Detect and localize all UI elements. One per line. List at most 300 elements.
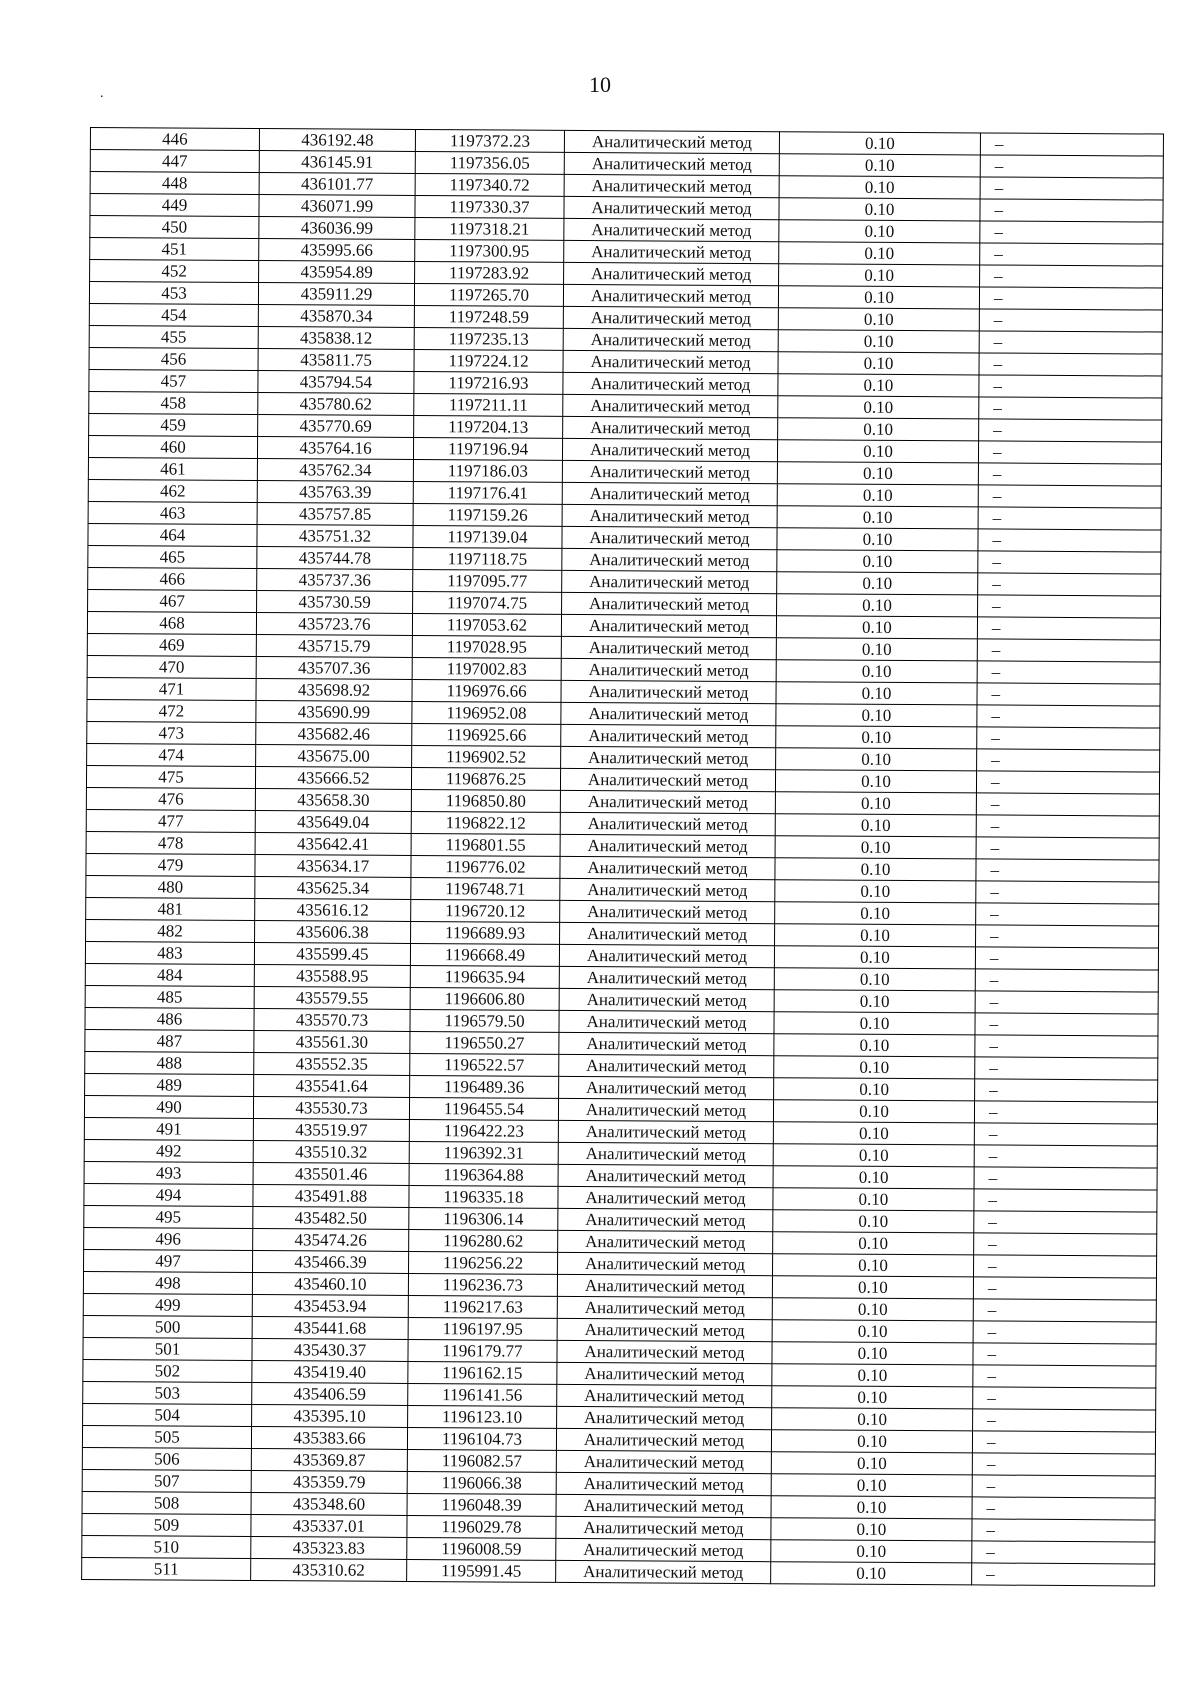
y-coordinate-cell: 1197028.95 xyxy=(412,635,561,658)
point-number-cell: 508 xyxy=(82,1491,251,1514)
description-cell: – xyxy=(976,837,1159,860)
point-number-cell: 465 xyxy=(88,545,257,568)
description-cell: – xyxy=(977,683,1160,706)
description-cell: – xyxy=(977,617,1160,640)
y-coordinate-cell: 1196082.57 xyxy=(407,1449,556,1472)
description-cell: – xyxy=(972,1431,1155,1454)
point-number-cell: 507 xyxy=(82,1469,251,1492)
accuracy-cell: 0.10 xyxy=(776,616,977,639)
accuracy-cell: 0.10 xyxy=(772,1276,973,1299)
point-number-cell: 497 xyxy=(84,1249,253,1272)
x-coordinate-cell: 435441.68 xyxy=(252,1317,408,1340)
accuracy-cell: 0.10 xyxy=(777,594,978,617)
x-coordinate-cell: 435383.66 xyxy=(251,1427,407,1450)
point-number-cell: 486 xyxy=(85,1007,254,1030)
y-coordinate-cell: 1196668.49 xyxy=(410,943,559,966)
y-coordinate-cell: 1197283.92 xyxy=(415,261,564,284)
x-coordinate-cell: 435337.01 xyxy=(251,1515,407,1538)
point-number-cell: 455 xyxy=(89,325,258,348)
y-coordinate-cell: 1197186.03 xyxy=(413,459,562,482)
y-coordinate-cell: 1196876.25 xyxy=(411,767,560,790)
accuracy-cell: 0.10 xyxy=(772,1298,973,1321)
y-coordinate-cell: 1196335.18 xyxy=(409,1185,558,1208)
point-number-cell: 467 xyxy=(88,589,257,612)
description-cell: – xyxy=(978,551,1161,574)
point-number-cell: 492 xyxy=(84,1139,253,1162)
x-coordinate-cell: 435616.12 xyxy=(255,899,411,922)
description-cell: – xyxy=(979,287,1162,310)
method-cell: Аналитический метод xyxy=(558,1098,773,1121)
point-number-cell: 454 xyxy=(89,303,258,326)
method-cell: Аналитический метод xyxy=(560,790,775,813)
x-coordinate-cell: 435588.95 xyxy=(254,965,410,988)
y-coordinate-cell: 1197074.75 xyxy=(413,591,562,614)
method-cell: Аналитический метод xyxy=(559,1010,774,1033)
description-cell: – xyxy=(977,639,1160,662)
x-coordinate-cell: 436101.77 xyxy=(259,173,415,196)
y-coordinate-cell: 1196776.02 xyxy=(411,855,560,878)
method-cell: Аналитический метод xyxy=(558,1142,773,1165)
accuracy-cell: 0.10 xyxy=(776,704,977,727)
description-cell: – xyxy=(978,573,1161,596)
description-cell: – xyxy=(978,529,1161,552)
accuracy-cell: 0.10 xyxy=(779,198,980,221)
x-coordinate-cell: 435730.59 xyxy=(257,591,413,614)
point-number-cell: 505 xyxy=(82,1425,251,1448)
method-cell: Аналитический метод xyxy=(563,394,778,417)
y-coordinate-cell: 1197318.21 xyxy=(415,217,564,240)
y-coordinate-cell: 1196104.73 xyxy=(407,1427,556,1450)
point-number-cell: 500 xyxy=(83,1315,252,1338)
accuracy-cell: 0.10 xyxy=(773,1232,974,1255)
x-coordinate-cell: 435763.39 xyxy=(257,481,413,504)
method-cell: Аналитический метод xyxy=(562,526,777,549)
x-coordinate-cell: 435453.94 xyxy=(252,1295,408,1318)
accuracy-cell: 0.10 xyxy=(775,792,976,815)
x-coordinate-cell: 435519.97 xyxy=(253,1119,409,1142)
x-coordinate-cell: 435954.89 xyxy=(259,261,415,284)
accuracy-cell: 0.10 xyxy=(771,1452,972,1475)
accuracy-cell: 0.10 xyxy=(779,154,980,177)
accuracy-cell: 0.10 xyxy=(777,550,978,573)
x-coordinate-cell: 435359.79 xyxy=(251,1471,407,1494)
y-coordinate-cell: 1196579.50 xyxy=(410,1009,559,1032)
method-cell: Аналитический метод xyxy=(564,152,779,175)
point-number-cell: 457 xyxy=(89,369,258,392)
method-cell: Аналитический метод xyxy=(561,658,776,681)
method-cell: Аналитический метод xyxy=(561,636,776,659)
x-coordinate-cell: 435530.73 xyxy=(253,1097,409,1120)
y-coordinate-cell: 1196123.10 xyxy=(408,1405,557,1428)
method-cell: Аналитический метод xyxy=(559,944,774,967)
accuracy-cell: 0.10 xyxy=(779,264,980,287)
description-cell: – xyxy=(976,793,1159,816)
accuracy-cell: 0.10 xyxy=(776,726,977,749)
y-coordinate-cell: 1196197.95 xyxy=(408,1317,557,1340)
x-coordinate-cell: 435491.88 xyxy=(253,1185,409,1208)
y-coordinate-cell: 1197204.13 xyxy=(414,415,563,438)
point-number-cell: 495 xyxy=(84,1205,253,1228)
y-coordinate-cell: 1196217.63 xyxy=(408,1295,557,1318)
x-coordinate-cell: 435510.32 xyxy=(253,1141,409,1164)
y-coordinate-cell: 1197002.83 xyxy=(412,657,561,680)
y-coordinate-cell: 1196236.73 xyxy=(408,1273,557,1296)
method-cell: Аналитический метод xyxy=(557,1406,772,1429)
accuracy-cell: 0.10 xyxy=(775,858,976,881)
y-coordinate-cell: 1196392.31 xyxy=(409,1141,558,1164)
description-cell: – xyxy=(979,397,1162,420)
method-cell: Аналитический метод xyxy=(557,1274,772,1297)
y-coordinate-cell: 1196489.36 xyxy=(410,1075,559,1098)
point-number-cell: 476 xyxy=(86,787,255,810)
y-coordinate-cell: 1196550.27 xyxy=(410,1031,559,1054)
description-cell: – xyxy=(977,705,1160,728)
point-number-cell: 448 xyxy=(90,172,259,195)
point-number-cell: 456 xyxy=(89,347,258,370)
point-number-cell: 499 xyxy=(83,1293,252,1316)
method-cell: Аналитический метод xyxy=(559,988,774,1011)
method-cell: Аналитический метод xyxy=(562,482,777,505)
accuracy-cell: 0.10 xyxy=(778,374,979,397)
accuracy-cell: 0.10 xyxy=(773,1122,974,1145)
y-coordinate-cell: 1197196.94 xyxy=(413,437,562,460)
method-cell: Аналитический метод xyxy=(564,196,779,219)
point-number-cell: 464 xyxy=(88,523,257,546)
x-coordinate-cell: 435707.36 xyxy=(256,657,412,680)
accuracy-cell: 0.10 xyxy=(775,770,976,793)
method-cell: Аналитический метод xyxy=(564,218,779,241)
accuracy-cell: 0.10 xyxy=(778,286,979,309)
x-coordinate-cell: 435561.30 xyxy=(254,1031,410,1054)
point-number-cell: 459 xyxy=(89,413,258,436)
description-cell: – xyxy=(974,1123,1157,1146)
accuracy-cell: 0.10 xyxy=(772,1342,973,1365)
y-coordinate-cell: 1196029.78 xyxy=(407,1515,556,1538)
point-number-cell: 485 xyxy=(85,985,254,1008)
method-cell: Аналитический метод xyxy=(562,438,777,461)
x-coordinate-cell: 435541.64 xyxy=(254,1075,410,1098)
method-cell: Аналитический метод xyxy=(562,592,777,615)
method-cell: Аналитический метод xyxy=(562,504,777,527)
method-cell: Аналитический метод xyxy=(556,1538,771,1561)
point-number-cell: 451 xyxy=(90,238,259,261)
method-cell: Аналитический метод xyxy=(561,680,776,703)
description-cell: – xyxy=(975,1013,1158,1036)
point-number-cell: 469 xyxy=(87,633,256,656)
point-number-cell: 484 xyxy=(85,963,254,986)
accuracy-cell: 0.10 xyxy=(774,1034,975,1057)
description-cell: – xyxy=(979,419,1162,442)
x-coordinate-cell: 435723.76 xyxy=(256,613,412,636)
accuracy-cell: 0.10 xyxy=(775,836,976,859)
point-number-cell: 462 xyxy=(88,479,257,502)
x-coordinate-cell: 435715.79 xyxy=(256,635,412,658)
description-cell: – xyxy=(979,309,1162,332)
point-number-cell: 478 xyxy=(86,831,255,854)
description-cell: – xyxy=(976,881,1159,904)
point-number-cell: 483 xyxy=(85,941,254,964)
point-number-cell: 471 xyxy=(87,677,256,700)
accuracy-cell: 0.10 xyxy=(777,462,978,485)
point-number-cell: 490 xyxy=(84,1095,253,1118)
method-cell: Аналитический метод xyxy=(556,1494,771,1517)
accuracy-cell: 0.10 xyxy=(778,352,979,375)
method-cell: Аналитический метод xyxy=(563,350,778,373)
description-cell: – xyxy=(974,1211,1157,1234)
description-cell: – xyxy=(973,1365,1156,1388)
method-cell: Аналитический метод xyxy=(558,1164,773,1187)
method-cell: Аналитический метод xyxy=(557,1384,772,1407)
method-cell: Аналитический метод xyxy=(562,570,777,593)
accuracy-cell: 0.10 xyxy=(778,418,979,441)
description-cell: – xyxy=(974,1233,1157,1256)
x-coordinate-cell: 435482.50 xyxy=(253,1207,409,1230)
method-cell: Аналитический метод xyxy=(558,1120,773,1143)
point-number-cell: 449 xyxy=(90,194,259,217)
method-cell: Аналитический метод xyxy=(556,1560,771,1583)
accuracy-cell: 0.10 xyxy=(778,330,979,353)
method-cell: Аналитический метод xyxy=(563,284,778,307)
point-number-cell: 461 xyxy=(88,457,257,480)
accuracy-cell: 0.10 xyxy=(776,660,977,683)
accuracy-cell: 0.10 xyxy=(778,396,979,419)
point-number-cell: 489 xyxy=(85,1073,254,1096)
description-cell: – xyxy=(973,1409,1156,1432)
description-cell: – xyxy=(980,243,1163,266)
table-body xyxy=(82,128,1164,1587)
description-cell: – xyxy=(973,1387,1156,1410)
y-coordinate-cell: 1196635.94 xyxy=(410,965,559,988)
accuracy-cell: 0.10 xyxy=(776,638,977,661)
method-cell: Аналитический метод xyxy=(557,1362,772,1385)
description-cell: – xyxy=(975,947,1158,970)
y-coordinate-cell: 1196422.23 xyxy=(409,1119,558,1142)
method-cell: Аналитический метод xyxy=(559,966,774,989)
point-number-cell: 504 xyxy=(83,1403,252,1426)
x-coordinate-cell: 435682.46 xyxy=(256,723,412,746)
description-cell: – xyxy=(980,133,1163,156)
description-cell: – xyxy=(975,991,1158,1014)
accuracy-cell: 0.10 xyxy=(771,1430,972,1453)
method-cell: Аналитический метод xyxy=(561,724,776,747)
method-cell: Аналитический метод xyxy=(556,1428,771,1451)
page-number: 10 xyxy=(589,72,611,97)
y-coordinate-cell: 1196048.39 xyxy=(407,1493,556,1516)
method-cell: Аналитический метод xyxy=(560,834,775,857)
y-coordinate-cell: 1197211.11 xyxy=(414,393,563,416)
accuracy-cell: 0.10 xyxy=(774,1056,975,1079)
x-coordinate-cell: 435780.62 xyxy=(258,393,414,416)
x-coordinate-cell: 435698.92 xyxy=(256,679,412,702)
description-cell: – xyxy=(979,331,1162,354)
accuracy-cell: 0.10 xyxy=(771,1474,972,1497)
description-cell: – xyxy=(976,859,1159,882)
description-cell: – xyxy=(972,1475,1155,1498)
x-coordinate-cell: 435838.12 xyxy=(258,327,414,350)
description-cell: – xyxy=(974,1145,1157,1168)
accuracy-cell: 0.10 xyxy=(779,242,980,265)
point-number-cell: 493 xyxy=(84,1161,253,1184)
x-coordinate-cell: 435911.29 xyxy=(258,283,414,306)
y-coordinate-cell: 1196801.55 xyxy=(411,833,560,856)
point-number-cell: 463 xyxy=(88,501,257,524)
description-cell: – xyxy=(976,925,1159,948)
point-number-cell: 494 xyxy=(84,1183,253,1206)
y-coordinate-cell: 1196606.80 xyxy=(410,987,559,1010)
method-cell: Аналитический метод xyxy=(563,416,778,439)
method-cell: Аналитический метод xyxy=(558,1186,773,1209)
y-coordinate-cell: 1196066.38 xyxy=(407,1471,556,1494)
method-cell: Аналитический метод xyxy=(564,130,779,153)
point-number-cell: 470 xyxy=(87,655,256,678)
x-coordinate-cell: 435395.10 xyxy=(252,1405,408,1428)
point-number-cell: 460 xyxy=(88,435,257,458)
accuracy-cell: 0.10 xyxy=(776,682,977,705)
accuracy-cell: 0.10 xyxy=(777,506,978,529)
accuracy-cell: 0.10 xyxy=(774,968,975,991)
y-coordinate-cell: 1196689.93 xyxy=(411,921,560,944)
x-coordinate-cell: 435675.00 xyxy=(256,745,412,768)
point-number-cell: 511 xyxy=(82,1557,251,1580)
point-number-cell: 488 xyxy=(85,1051,254,1074)
description-cell: – xyxy=(974,1101,1157,1124)
y-coordinate-cell: 1197330.37 xyxy=(415,195,564,218)
y-coordinate-cell: 1197300.95 xyxy=(415,239,564,262)
y-coordinate-cell: 1197248.59 xyxy=(414,305,563,328)
accuracy-cell: 0.10 xyxy=(777,484,978,507)
point-number-cell: 473 xyxy=(87,721,256,744)
x-coordinate-cell: 435870.34 xyxy=(258,305,414,328)
y-coordinate-cell: 1196179.77 xyxy=(408,1339,557,1362)
x-coordinate-cell: 435666.52 xyxy=(255,767,411,790)
point-number-cell: 482 xyxy=(86,919,255,942)
y-coordinate-cell: 1196141.56 xyxy=(408,1383,557,1406)
y-coordinate-cell: 1196952.08 xyxy=(412,701,561,724)
accuracy-cell: 0.10 xyxy=(773,1144,974,1167)
x-coordinate-cell: 435419.40 xyxy=(252,1361,408,1384)
y-coordinate-cell: 1197372.23 xyxy=(415,129,564,152)
accuracy-cell: 0.10 xyxy=(773,1166,974,1189)
x-coordinate-cell: 435642.41 xyxy=(255,833,411,856)
y-coordinate-cell: 1197176.41 xyxy=(413,481,562,504)
method-cell: Аналитический метод xyxy=(564,262,779,285)
description-cell: – xyxy=(972,1497,1155,1520)
description-cell: – xyxy=(976,771,1159,794)
accuracy-cell: 0.10 xyxy=(775,814,976,837)
description-cell: – xyxy=(979,353,1162,376)
x-coordinate-cell: 435369.87 xyxy=(251,1449,407,1472)
y-coordinate-cell: 1197340.72 xyxy=(415,173,564,196)
point-number-cell: 506 xyxy=(82,1447,251,1470)
x-coordinate-cell: 435757.85 xyxy=(257,503,413,526)
method-cell: Аналитический метод xyxy=(563,306,778,329)
accuracy-cell: 0.10 xyxy=(772,1408,973,1431)
point-number-cell: 481 xyxy=(86,897,255,920)
point-number-cell: 510 xyxy=(82,1535,251,1558)
accuracy-cell: 0.10 xyxy=(778,308,979,331)
x-coordinate-cell: 435764.16 xyxy=(257,437,413,460)
x-coordinate-cell: 435310.62 xyxy=(251,1559,407,1582)
x-coordinate-cell: 435501.46 xyxy=(253,1163,409,1186)
description-cell: – xyxy=(977,661,1160,684)
point-number-cell: 447 xyxy=(90,150,259,173)
point-number-cell: 468 xyxy=(87,611,256,634)
method-cell: Аналитический метод xyxy=(560,856,775,879)
accuracy-cell: 0.10 xyxy=(777,528,978,551)
y-coordinate-cell: 1197118.75 xyxy=(413,547,562,570)
y-coordinate-cell: 1196925.66 xyxy=(412,723,561,746)
point-number-cell: 472 xyxy=(87,699,256,722)
y-coordinate-cell: 1197139.04 xyxy=(413,525,562,548)
method-cell: Аналитический метод xyxy=(563,328,778,351)
y-coordinate-cell: 1197235.13 xyxy=(414,327,563,350)
y-coordinate-cell: 1196008.59 xyxy=(407,1537,556,1560)
description-cell: – xyxy=(972,1541,1155,1564)
accuracy-cell: 0.10 xyxy=(772,1320,973,1343)
description-cell: – xyxy=(975,1057,1158,1080)
y-coordinate-cell: 1197224.12 xyxy=(414,349,563,372)
accuracy-cell: 0.10 xyxy=(776,748,977,771)
method-cell: Аналитический метод xyxy=(560,812,775,835)
description-cell: – xyxy=(978,595,1161,618)
x-coordinate-cell: 435474.26 xyxy=(253,1229,409,1252)
description-cell: – xyxy=(973,1277,1156,1300)
x-coordinate-cell: 435430.37 xyxy=(252,1339,408,1362)
description-cell: – xyxy=(973,1299,1156,1322)
x-coordinate-cell: 435625.34 xyxy=(255,877,411,900)
accuracy-cell: 0.10 xyxy=(777,440,978,463)
accuracy-cell: 0.10 xyxy=(774,1078,975,1101)
point-number-cell: 458 xyxy=(89,391,258,414)
description-cell: – xyxy=(972,1563,1155,1586)
y-coordinate-cell: 1196364.88 xyxy=(409,1163,558,1186)
x-coordinate-cell: 435570.73 xyxy=(254,1009,410,1032)
description-cell: – xyxy=(973,1343,1156,1366)
x-coordinate-cell: 435690.99 xyxy=(256,701,412,724)
method-cell: Аналитический метод xyxy=(564,174,779,197)
y-coordinate-cell: 1196976.66 xyxy=(412,679,561,702)
method-cell: Аналитический метод xyxy=(559,1054,774,1077)
x-coordinate-cell: 435348.60 xyxy=(251,1493,407,1516)
method-cell: Аналитический метод xyxy=(557,1318,772,1341)
method-cell: Аналитический метод xyxy=(556,1472,771,1495)
point-number-cell: 450 xyxy=(90,216,259,239)
method-cell: Аналитический метод xyxy=(561,614,776,637)
x-coordinate-cell: 435744.78 xyxy=(257,547,413,570)
method-cell: Аналитический метод xyxy=(562,548,777,571)
description-cell: – xyxy=(978,463,1161,486)
x-coordinate-cell: 436192.48 xyxy=(259,129,415,152)
description-cell: – xyxy=(980,199,1163,222)
accuracy-cell: 0.10 xyxy=(779,176,980,199)
method-cell: Аналитический метод xyxy=(559,1032,774,1055)
x-coordinate-cell: 435649.04 xyxy=(255,811,411,834)
x-coordinate-cell: 435599.45 xyxy=(254,943,410,966)
y-coordinate-cell: 1196162.15 xyxy=(408,1361,557,1384)
point-number-cell: 503 xyxy=(83,1381,252,1404)
point-number-cell: 466 xyxy=(88,567,257,590)
point-number-cell: 496 xyxy=(84,1227,253,1250)
y-coordinate-cell: 1196522.57 xyxy=(410,1053,559,1076)
description-cell: – xyxy=(977,749,1160,772)
y-coordinate-cell: 1197356.05 xyxy=(415,151,564,174)
description-cell: – xyxy=(976,815,1159,838)
accuracy-cell: 0.10 xyxy=(771,1518,972,1541)
accuracy-cell: 0.10 xyxy=(772,1254,973,1277)
description-cell: – xyxy=(973,1255,1156,1278)
accuracy-cell: 0.10 xyxy=(775,902,976,925)
point-number-cell: 474 xyxy=(87,743,256,766)
